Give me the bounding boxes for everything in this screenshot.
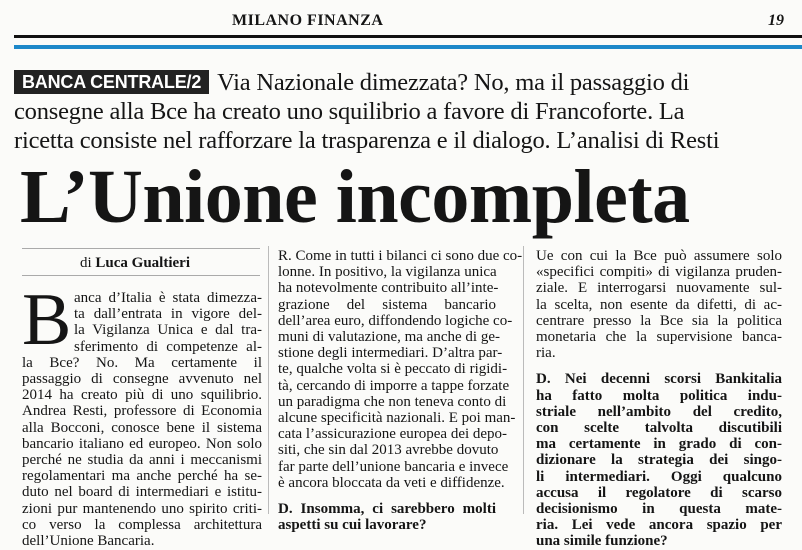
question-line: una simile funzione?: [536, 533, 668, 550]
answer-line: è ancora bloccata da veti e diffidenze.: [278, 474, 505, 491]
body-line: 2014 ha creato più di uno squilibrio.: [22, 387, 262, 404]
paragraph-gap: [536, 361, 782, 371]
header-rule: [14, 35, 802, 38]
question-line: dizionare la strategia dei singo-: [536, 452, 782, 469]
body-line: sferimento di competenze al-: [74, 338, 262, 355]
answer-line: tà, cercando di imporre a tappe forzate: [278, 377, 510, 394]
body-line: zioni pur mantenendo uno spirito criti-: [22, 500, 262, 517]
drop-cap: B: [22, 279, 72, 361]
body-line: duto nel board di intermediari e istitu-: [22, 484, 262, 501]
body-line: bancario italiano ed europeo. Non solo: [22, 435, 262, 452]
answer-line: R. Come in tutti i bilanci ci sono due co-: [278, 248, 523, 264]
question-line: accusa il regolatore di scarso: [536, 484, 782, 501]
column-divider: [268, 246, 269, 514]
answer-line: siti, che sin dal 2013 avrebbe dovuto: [278, 442, 499, 459]
column-divider: [523, 246, 524, 514]
answer-line: ziale. E interrogarsi nuovamente sul-: [536, 280, 782, 297]
question-line: li intermediari. Oggi qualcuno: [536, 468, 782, 485]
byline: [80, 255, 190, 272]
body-line: regolamentari ma anche perché ha se-: [22, 468, 262, 485]
body-line: co verso la complessa architettura: [22, 516, 262, 533]
kicker: [14, 68, 802, 155]
answer-line: dell’area euro, diffondendo logiche co-: [278, 312, 513, 329]
paragraph-gap: [278, 491, 496, 501]
body-line: perché ne studia da anni i meccanismi: [22, 452, 262, 469]
article-column-1: [22, 290, 262, 549]
body-line: dell’Unione Bancaria.: [22, 533, 155, 550]
answer-line: Ue con cui la Bce può assumere solo: [536, 248, 782, 264]
question-line: ria. Lei vede ancora spazio per: [536, 517, 782, 534]
kicker-line: [14, 68, 802, 97]
byline-rule: [22, 275, 260, 276]
body-line: alla Bocconi, conosce bene il sistema: [22, 419, 262, 436]
publication-name: MILANO FINANZA: [232, 12, 384, 29]
question-line: D. Nei decenni scorsi Bankitalia: [536, 371, 782, 388]
headline: L’Unione incompleta: [20, 155, 690, 239]
body-line: ta dall’entrata in vigore del-: [74, 306, 262, 323]
question-line: decisionismo in questa mate-: [536, 501, 782, 518]
answer-line: ria.: [536, 345, 556, 362]
answer-line: centrare presso la Bce sia la politica: [536, 312, 782, 329]
kicker-line: consegne alla Bce ha creato uno squilibrio a favore di Francoforte. La: [14, 98, 685, 125]
byline-rule: [22, 248, 260, 249]
body-line: passaggio di consegne avvenuto nel: [22, 371, 262, 388]
byline-prefix: di: [80, 255, 92, 271]
kicker-text: Via Nazionale dimezzata? No, ma il passaggio di: [217, 69, 690, 96]
answer-line: grazione del sistema bancario: [278, 296, 496, 313]
answer-line: ha notevolmente contribuito all’inte-: [278, 280, 499, 297]
answer-line: la scelta, non esente da difetti, di ac-: [536, 296, 782, 313]
body-line: anca d’Italia è stata dimezza-: [74, 290, 262, 306]
question-line: ha fatto molta politica indu-: [536, 387, 782, 404]
masthead: [0, 0, 802, 42]
byline-author: Luca Gualtieri: [95, 255, 190, 271]
answer-line: muni di valutazione, ma anche di ge-: [278, 329, 501, 346]
answer-line: alcune specificità nazionali. E poi man-: [278, 410, 516, 427]
question-line: striale nell’ambito del credito,: [536, 403, 782, 420]
page-number: 19: [768, 12, 784, 29]
body-line: la Vigilanza Unica e dal tra-: [74, 322, 262, 339]
header-accent-rule: [14, 45, 802, 49]
article-column-2: [278, 248, 523, 534]
body-line: Andrea Resti, professore di Economia: [22, 403, 262, 420]
answer-line: stione degli intermediari. D’altra par-: [278, 345, 503, 362]
body-line: la Bce? No. Ma certamente il: [22, 354, 262, 371]
question-line: D. Insomma, ci sarebbero molti: [278, 501, 496, 518]
kicker-line: ricetta consiste nel rafforzare la trasparenza e il dialogo. L’analisi di Resti: [14, 127, 720, 154]
answer-line: cata l’assicurazione europea dei depo-: [278, 426, 508, 443]
answer-line: «specifici compiti» di vigilanza pruden-: [536, 264, 782, 281]
question-line: aspetti su cui lavorare?: [278, 517, 427, 534]
question-line: ma certamente in grado di con-: [536, 436, 782, 453]
answer-line: lonne. In positivo, la vigilanza unica: [278, 264, 497, 281]
answer-line: te, qualche volta si è peccato di rigidi-: [278, 361, 508, 378]
answer-line: monetaria che la supervisione banca-: [536, 329, 782, 346]
article-column-3: [536, 248, 782, 550]
answer-line: un paradigma che non teneva conto di: [278, 393, 507, 410]
section-badge: BANCA CENTRALE/2: [14, 70, 209, 94]
answer-line: far parte dell’unione bancaria e invece: [278, 458, 509, 475]
question-line: con scelte talvolta discutibili: [536, 420, 782, 437]
